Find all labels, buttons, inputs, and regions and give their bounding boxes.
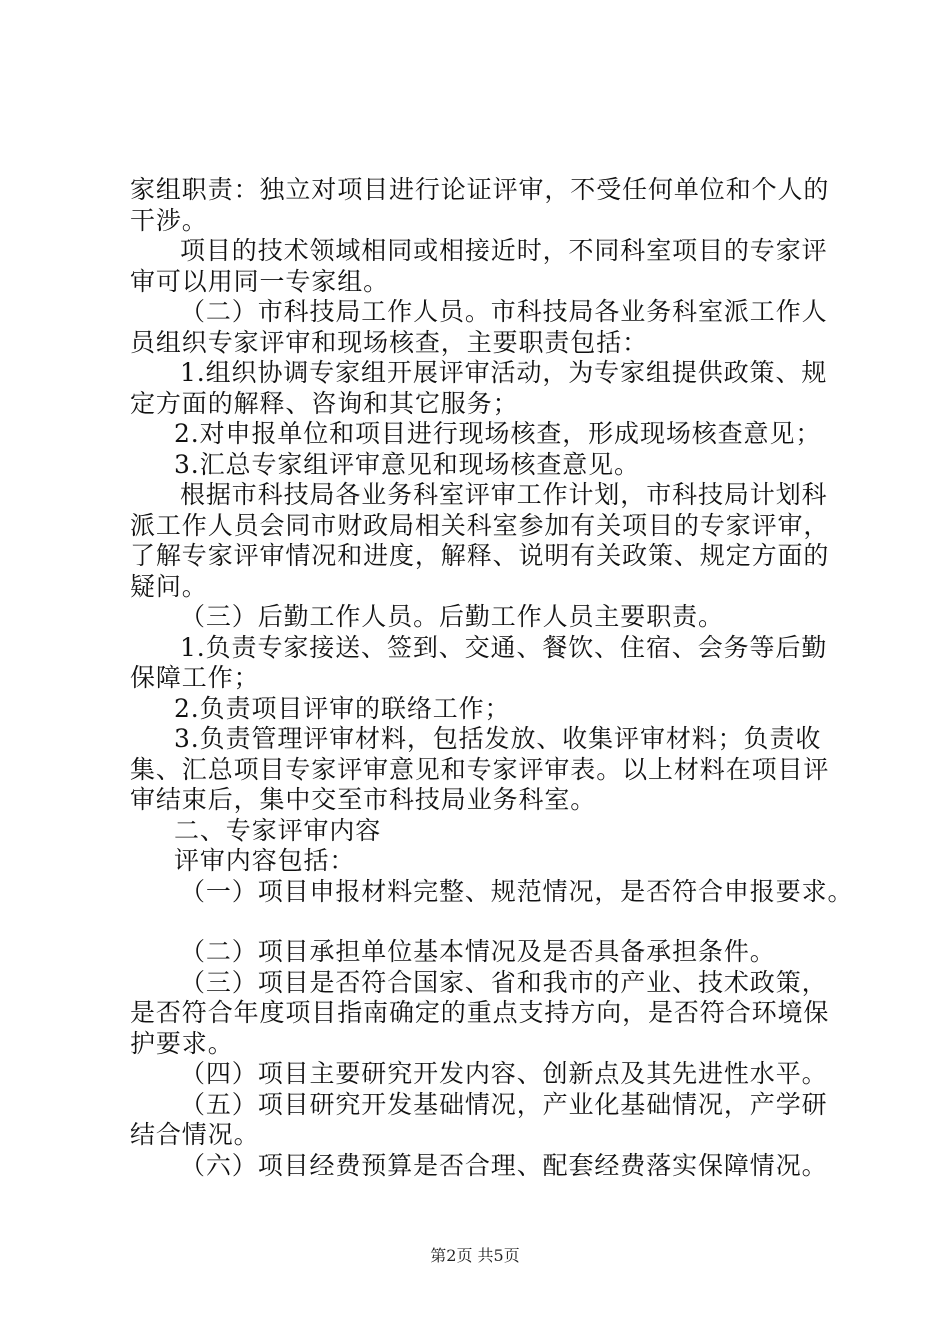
text-line: 派工作人员会同市财政局相关科室参加有关项目的专家评审， bbox=[130, 510, 830, 540]
text-line: 根据市科技局各业务科室评审工作计划，市科技局计划科 bbox=[180, 480, 828, 509]
text-line: 护要求。 bbox=[130, 1028, 234, 1058]
text-line: 家组职责：独立对项目进行论证评审，不受任何单位和个人的 bbox=[130, 175, 830, 204]
text-line: 1.组织协调专家组开展评审活动，为专家组提供政策、规 bbox=[180, 358, 828, 387]
text-line: 2.对申报单位和项目进行现场核查，形成现场核查意见； bbox=[174, 419, 822, 448]
text-line: 保障工作； bbox=[130, 663, 260, 692]
text-line: 审结束后，集中交至市科技局业务科室。 bbox=[130, 785, 597, 814]
text-line: 评审内容包括： bbox=[174, 846, 356, 875]
text-line: （一）项目申报材料完整、规范情况，是否符合申报要求。 bbox=[180, 876, 854, 906]
text-line: （五）项目研究开发基础情况，产业化基础情况，产学研 bbox=[180, 1089, 828, 1119]
text-line: 2.负责项目评审的联络工作； bbox=[174, 693, 511, 723]
text-line: 疑问。 bbox=[130, 571, 208, 601]
text-line: 员组织专家评审和现场核查，主要职责包括： bbox=[130, 327, 649, 357]
page-footer: 第2页 共5页 bbox=[430, 1246, 520, 1265]
text-line: 1.负责专家接送、签到、交通、餐饮、住宿、会务等后勤 bbox=[180, 632, 828, 662]
text-line: 集、汇总项目专家评审意见和专家评审表。以上材料在项目评 bbox=[130, 754, 830, 784]
text-line: （三）后勤工作人员。后勤工作人员主要职责。 bbox=[180, 602, 724, 631]
text-line: 审可以用同一专家组。 bbox=[130, 266, 390, 296]
text-line: 项目的技术领域相同或相接近时，不同科室项目的专家评 bbox=[180, 236, 828, 265]
text-line: （二）市科技局工作人员。市科技局各业务科室派工作人 bbox=[180, 297, 828, 326]
text-line: 3.汇总专家组评审意见和现场核查意见。 bbox=[174, 449, 640, 479]
text-line: 了解专家评审情况和进度，解释、说明有关政策、规定方面的 bbox=[130, 541, 830, 570]
text-line: （六）项目经费预算是否合理、配套经费落实保障情况。 bbox=[180, 1150, 828, 1180]
text-line: 定方面的解释、咨询和其它服务； bbox=[130, 388, 519, 418]
text-line: 3.负责管理评审材料，包括发放、收集评审材料；负责收 bbox=[174, 724, 822, 753]
text-line: （二）项目承担单位基本情况及是否具备承担条件。 bbox=[180, 937, 776, 966]
section-heading: 二、专家评审内容 bbox=[174, 815, 382, 845]
text-line: （四）项目主要研究开发内容、创新点及其先进性水平。 bbox=[180, 1059, 828, 1088]
document-body bbox=[130, 175, 854, 1181]
text-line: （三）项目是否符合国家、省和我市的产业、技术政策， bbox=[180, 967, 828, 997]
text-line: 干涉。 bbox=[130, 205, 208, 235]
text-line: 结合情况。 bbox=[130, 1120, 260, 1149]
text-line: 是否符合年度项目指南确定的重点支持方向，是否符合环境保 bbox=[130, 998, 830, 1027]
